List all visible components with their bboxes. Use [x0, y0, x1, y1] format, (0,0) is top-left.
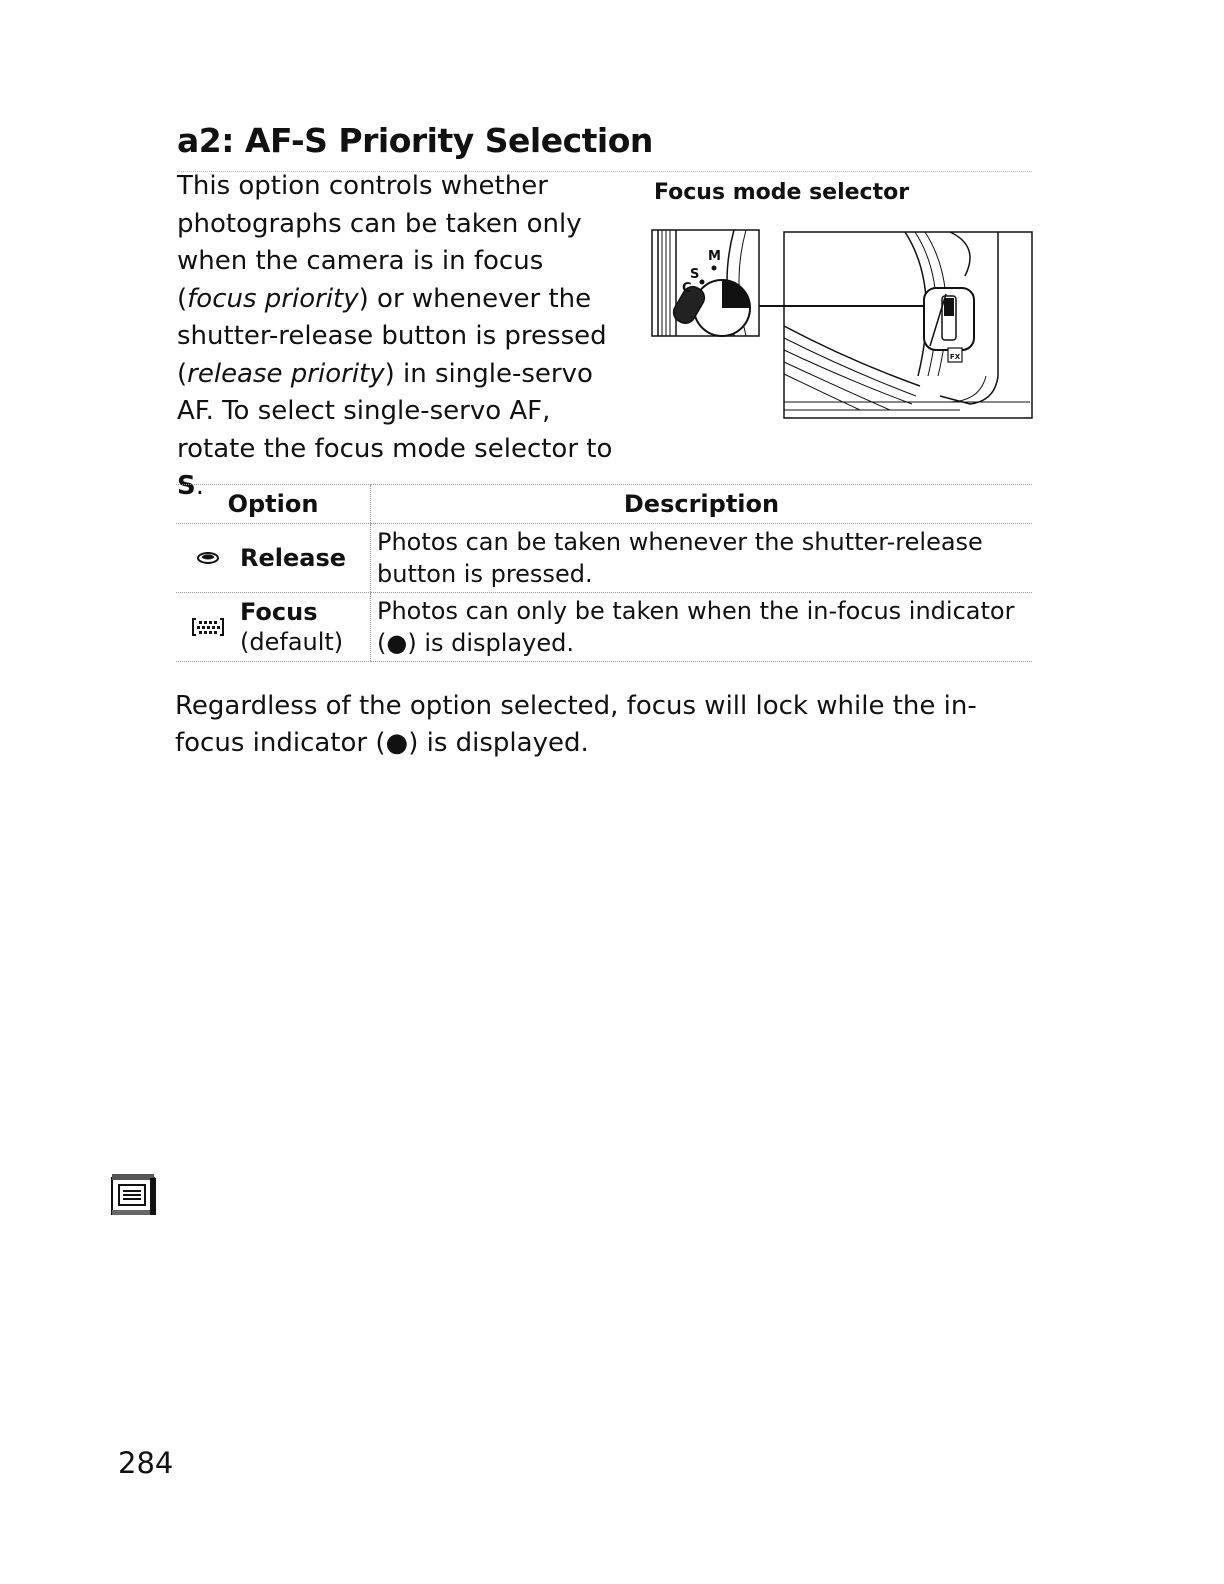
column-header-option: Option [176, 485, 371, 524]
option-description-focus [371, 593, 1032, 659]
page-number: 284 [118, 1446, 174, 1480]
page-title: a2: AF-S Priority Selection [177, 121, 653, 160]
intro-em-focus-priority: focus priority [187, 283, 359, 314]
focus-description-text-2: ) is displayed. [407, 629, 574, 657]
column-header-description: Description [371, 485, 1033, 524]
table-header-row [176, 485, 1032, 524]
option-default-label: (default) [240, 628, 344, 656]
focus-priority-icon [176, 616, 240, 638]
camera-front-drawing [784, 232, 1032, 418]
release-priority-icon [176, 551, 240, 565]
dial-letter-c: C [682, 281, 692, 296]
option-name-release: Release [240, 544, 347, 572]
in-focus-indicator-symbol: ● [386, 629, 408, 657]
selector-closeup-inset [652, 230, 759, 336]
focus-mode-selector-illustration [650, 226, 1034, 422]
note-text-1: Regardless of the option selected, focus will lock while the in-focus indicator ( [175, 691, 977, 758]
intro-text-2: ) or whenever the shutter-release button is pressed ( [177, 283, 607, 389]
dial-letter-m: M [708, 249, 721, 264]
intro-bold-s: S [177, 471, 196, 501]
intro-em-release-priority: release priority [187, 358, 385, 389]
table-row-focus [176, 593, 1032, 662]
options-table [176, 484, 1032, 662]
note-paragraph [175, 688, 1035, 762]
intro-text-4: . [195, 471, 204, 501]
fx-badge-label: FX [949, 353, 961, 361]
figure-title: Focus mode selector [654, 180, 910, 205]
option-name-focus: Focus [240, 598, 318, 626]
note-text-2: ) is displayed. [408, 728, 589, 758]
note-indicator-symbol: ● [385, 728, 409, 758]
custom-settings-menu-icon [110, 1170, 158, 1218]
intro-text-3: ) in single-servo AF. To select single-servo AF, rotate the focus mode selector to [177, 358, 613, 464]
option-description-release: Photos can be taken whenever the shutter-release button is pressed. [377, 528, 983, 588]
intro-paragraph [177, 168, 627, 506]
table-row-release [176, 524, 1032, 593]
dial-letter-s: S [690, 267, 700, 282]
intro-text-1: This option controls whether photographs can be taken only when the camera is in focus ( [177, 171, 582, 314]
focus-description-text-1: Photos can only be taken when the in-focus indicator ( [377, 597, 1015, 657]
